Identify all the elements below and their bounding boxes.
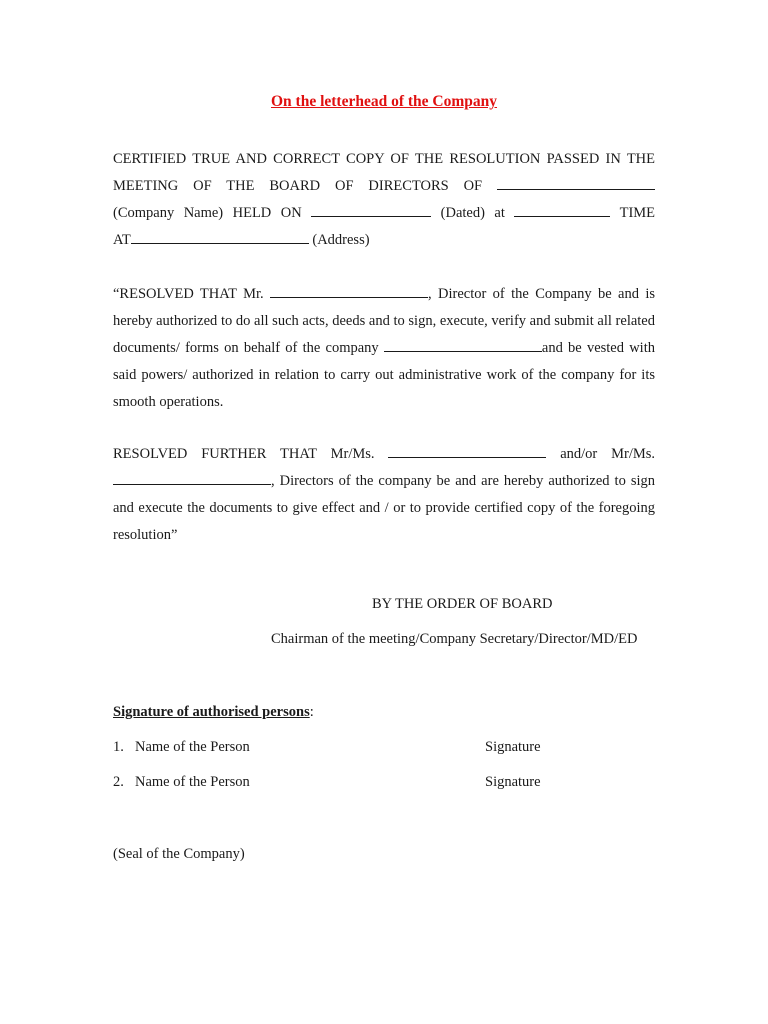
certification-paragraph bbox=[113, 146, 655, 254]
resolution-paragraph bbox=[113, 281, 655, 416]
signature-heading bbox=[113, 704, 314, 721]
cert-line-3c: TIME bbox=[619, 205, 656, 221]
further-end: , Directors of the company be and are hereby authorized to sign and execute the documents to give effect and / or to provide certified copy of the foregoing resolution” bbox=[113, 473, 655, 543]
signature-heading-colon: : bbox=[309, 704, 314, 720]
cert-line-4 bbox=[113, 227, 655, 254]
cert-line-4b: (Address) bbox=[312, 232, 370, 248]
resolution-end: and be vested with said powers/ authorized in relation to carry out administrative work of the company for its smooth operations. bbox=[113, 340, 655, 410]
cert-line-3b: (Dated) at bbox=[440, 205, 505, 221]
cert-line-2 bbox=[113, 173, 655, 200]
address-blank bbox=[131, 229, 309, 244]
director-name-blank bbox=[270, 283, 428, 298]
cert-line-4a: AT bbox=[113, 232, 131, 248]
further-andor: and/or Mr/Ms. bbox=[560, 446, 656, 462]
signature-heading-text: Signature of authorised persons bbox=[113, 704, 310, 720]
board-order: BY THE ORDER OF BOARD bbox=[372, 596, 553, 612]
person-2-blank bbox=[113, 470, 271, 485]
cert-line-1: CERTIFIED TRUE AND CORRECT COPY OF THE RESOLUTION PASSED IN THE bbox=[113, 151, 655, 167]
person-name-label: Name of the Person bbox=[135, 739, 250, 755]
cert-line-3a: (Company Name) HELD ON bbox=[113, 205, 302, 221]
row-number: 2. bbox=[113, 774, 124, 790]
person-1-blank bbox=[388, 443, 546, 458]
person-name-label: Name of the Person bbox=[135, 774, 250, 790]
time-blank bbox=[514, 202, 610, 217]
row-number: 1. bbox=[113, 739, 124, 755]
letterhead-title: On the letterhead of the Company bbox=[270, 93, 498, 110]
company-name-blank bbox=[497, 175, 655, 190]
company-seal-label: (Seal of the Company) bbox=[113, 846, 245, 862]
resolution-start: “RESOLVED THAT Mr. bbox=[113, 286, 264, 302]
cert-line-2-text: MEETING OF THE BOARD OF DIRECTORS OF bbox=[113, 178, 483, 194]
company-blank bbox=[384, 337, 542, 352]
date-blank bbox=[311, 202, 431, 217]
cert-line-3 bbox=[113, 200, 655, 227]
signature-label: Signature bbox=[485, 739, 541, 755]
further-start: RESOLVED FURTHER THAT Mr/Ms. bbox=[113, 446, 375, 462]
chairman-designation: Chairman of the meeting/Company Secretary/Director/MD/ED bbox=[271, 631, 638, 647]
resolution-middle: , Director of the Company be and is hereby authorized to do all such acts, deeds and to sign, execute, verify and submit all related documents/ forms on behalf of the company bbox=[113, 286, 656, 356]
further-resolution-paragraph bbox=[113, 441, 655, 549]
signature-label: Signature bbox=[485, 774, 541, 790]
